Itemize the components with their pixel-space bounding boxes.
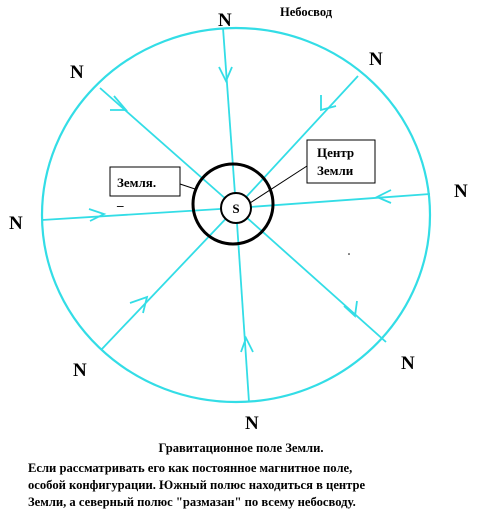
field-line-left	[42, 208, 236, 220]
earth-label: Земля.	[117, 175, 157, 190]
caption-title: Гравитационное поле Земли.	[158, 441, 324, 455]
earth-label-mark: _	[117, 193, 124, 208]
center-label-line2: Земли	[317, 163, 354, 178]
center-label-line1: Центр	[317, 145, 355, 160]
field-line-top	[223, 28, 236, 208]
caption-line-3: Земли, а северный полюс "размазан" по всему небосводу.	[28, 495, 356, 509]
north-label-bottom-left: N	[73, 360, 87, 381]
field-line-bottom-right	[236, 208, 386, 342]
south-pole-label: S	[232, 201, 240, 216]
north-label-bottom: N	[245, 413, 259, 434]
north-label-bottom-right: N	[401, 353, 415, 374]
field-line-bottom	[236, 208, 249, 402]
earth-leader-line	[180, 184, 195, 189]
arrow-bottom-right	[344, 301, 357, 316]
north-label-left: N	[9, 213, 23, 234]
caption-line-2: особой конфигурации. Южный полюс находиться в центре	[28, 478, 366, 492]
north-label-top: N	[218, 10, 232, 31]
arrow-left	[89, 209, 104, 221]
sky-label: Небосвод	[280, 5, 333, 19]
caption-body	[28, 460, 482, 511]
north-label-top-right: N	[369, 49, 383, 70]
field-line-right	[236, 194, 430, 208]
field-line-bottom-left	[101, 208, 236, 350]
arrow-bottom	[241, 338, 253, 352]
north-label-right: N	[454, 181, 468, 202]
small-dot	[348, 253, 350, 255]
caption-line-1: Если рассматривать его как постоянное магнитное поле,	[28, 461, 353, 475]
north-label-top-left: N	[70, 62, 84, 83]
